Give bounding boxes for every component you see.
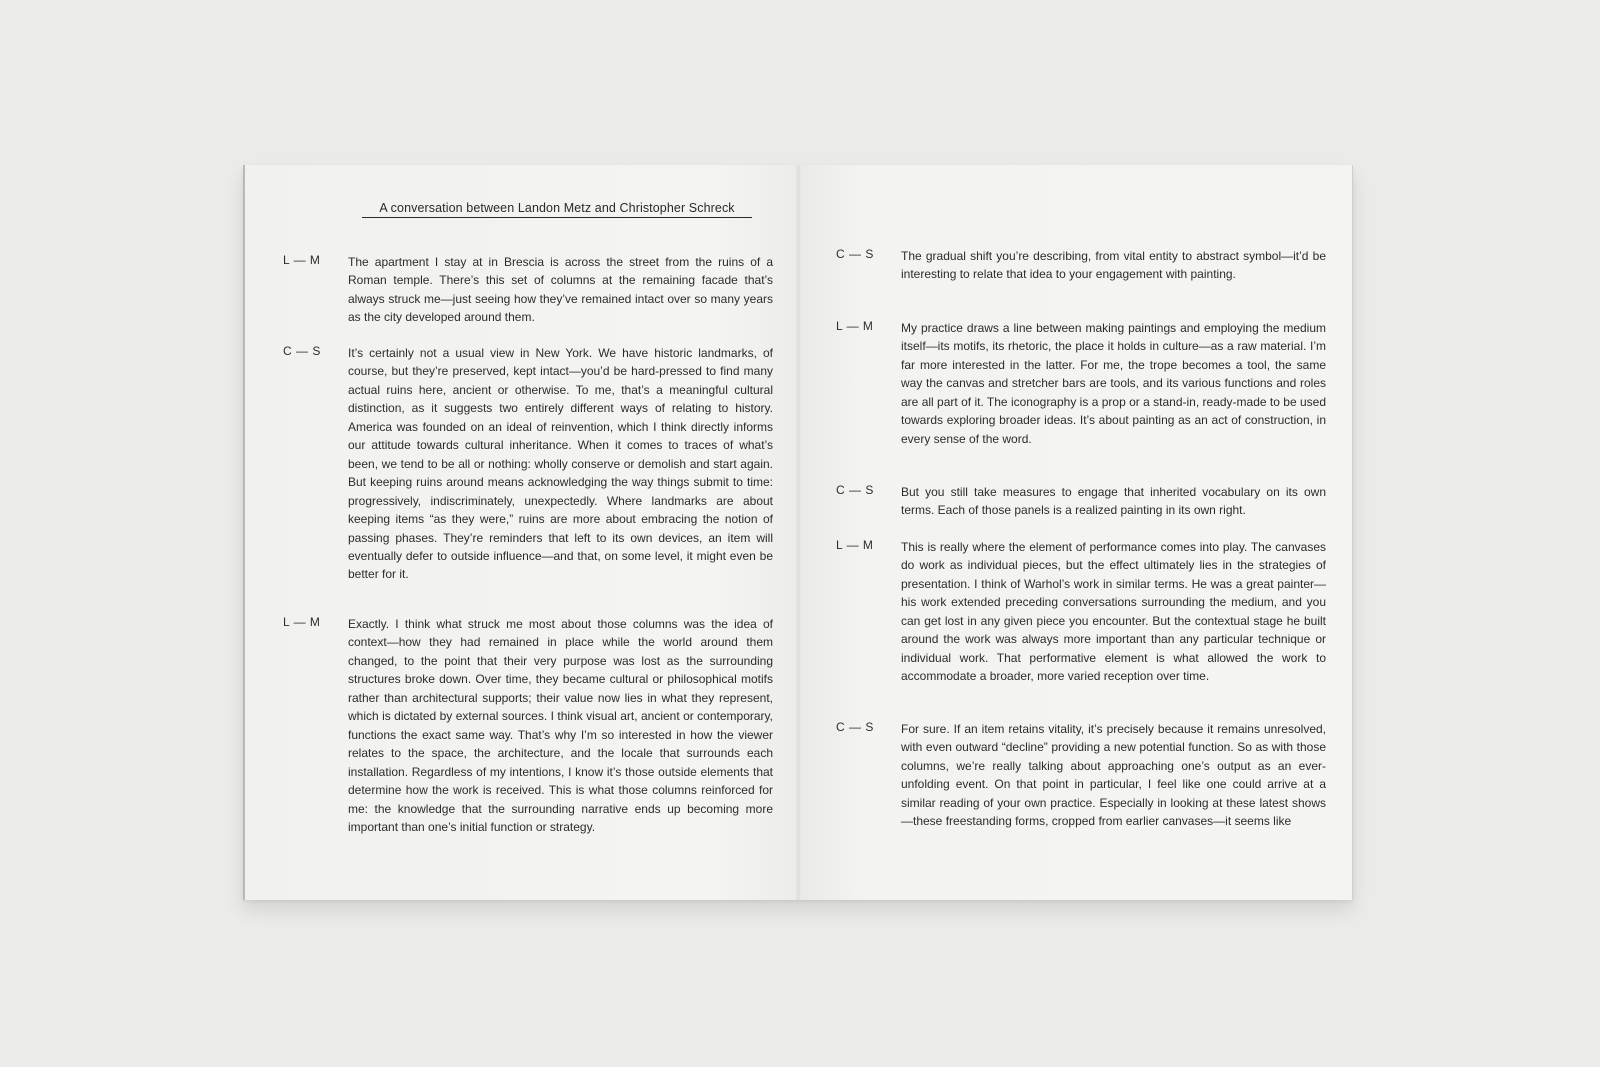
exchange-text: This is really where the element of performance comes into play. The canvases do work as individual pieces, but the effect ultimately lies in the strategies of presentation. I think of Warhol’s work in similar terms. He was a great painter—his work extended preceding conversations surrounding the medium, and you can get lost in any given piece you encounter. But the contextual stage he built around the work was always more important than any particular technique or individual work. That performative element is what allowed the work to accommodate a broader, more varied reception over time. <box>901 540 1326 684</box>
speaker-label: L — M <box>836 538 874 552</box>
exchange-text: It’s certainly not a usual view in New York. We have historic landmarks, of course, but they’re preserved, kept intact—you’d be hard-pressed to find many actual ruins here, ancient or otherwise. To me, that’s a meaningful cultural distinction, as it suggests two entirely different ways of relating to history. America was founded on an ideal of reinvention, which I think directly informs our attitude towards cultural inheritance. When it comes to traces of what’s been, we tend to be all or nothing: wholly conserve or demolish and start again. But keeping ruins around means acknowledging the way things submit to time: progressively, indiscriminately, unexpectedly. Where landmarks are about keeping items “as they were,” ruins are more about embracing the notion of passing phases. They’re reminders that left to its own devices, an item will eventually defer to outside influence—and that, on some level, it might even be better for it. <box>348 346 773 582</box>
speaker-label: C — S <box>836 483 874 497</box>
exchange-text: My practice draws a line between making paintings and employing the medium itself—its motifs, its rhetoric, the place it holds in culture—as a raw material. I’m far more interested in the latter. For me, the trope becomes a tool, the same way the canvas and stretcher bars are tools, and its various functions and roles are all part of it. The iconography is a prop or a stand-in, ready-made to be used towards exploring broader ideas. It’s about painting as an act of construction, in every sense of the word. <box>901 321 1326 446</box>
right-page <box>798 165 1353 900</box>
speaker-label: L — M <box>283 615 321 629</box>
exchange-text: Exactly. I think what struck me most about those columns was the idea of context—how they had remained in place while the world around them changed, to the point that their very purpose was lost as the surrounding structures broke down. Over time, they became cultural or philosophical motifs rather than architectural supports; their value now lies in what they represent, which is dictated by external sources. I think visual art, ancient or contemporary, functions the exact same way. That’s why I’m so interested in how the viewer relates to the space, the architecture, and the locale that surrounds each installation. Regardless of my intentions, I know it’s those outside elements that determine how the work is received. This is what those columns reinforced for me: the knowledge that the surrounding narrative ends up becoming more important than one’s initial function or strategy. <box>348 617 773 834</box>
exchange-text: The gradual shift you’re describing, from vital entity to abstract symbol—it’d be interesting to relate that idea to your engagement with painting. <box>901 249 1326 282</box>
left-page <box>243 165 798 900</box>
speaker-label: C — S <box>836 720 874 734</box>
speaker-label: C — S <box>836 247 874 261</box>
speaker-label: L — M <box>283 253 321 267</box>
page-title: A conversation between Landon Metz and Christopher Schreck <box>362 201 752 218</box>
speaker-label: L — M <box>836 319 874 333</box>
exchange-text: But you still take measures to engage that inherited vocabulary on its own terms. Each of those panels is a realized painting in its own right. <box>901 485 1326 518</box>
spine-gutter <box>795 165 801 900</box>
exchange-text: The apartment I stay at in Brescia is across the street from the ruins of a Roman temple. There’s this set of columns at the remaining facade that’s always struck me—just seeing how they’ve remained intact over so many years as the city developed around them. <box>348 255 773 325</box>
booklet-spread <box>243 165 1353 900</box>
exchange-text: For sure. If an item retains vitality, it’s precisely because it remains unresolved, with even outward “decline” providing a new potential function. So as with those columns, we’re really talking about approaching one’s output as an ever-unfolding event. On that point in particular, I feel like one could arrive at a similar reading of your own practice. Especially in looking at these latest shows—these freestanding forms, cropped from earlier canvases—it seems like <box>901 722 1326 829</box>
speaker-label: C — S <box>283 344 321 358</box>
